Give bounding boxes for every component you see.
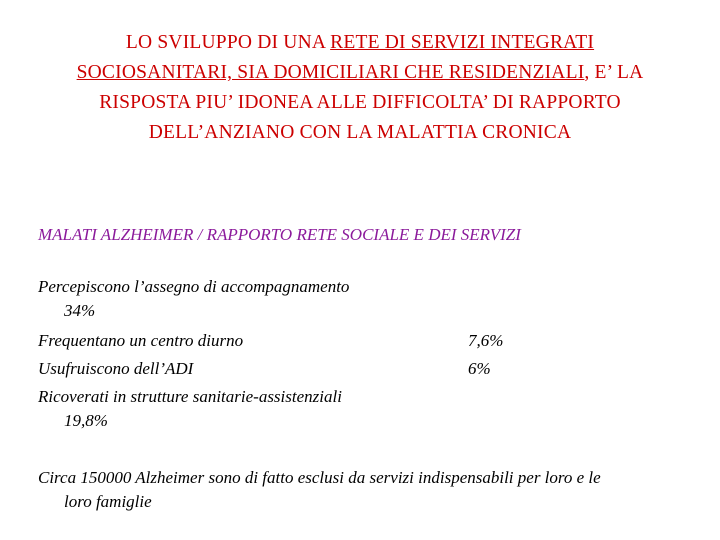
stat-item-adi — [38, 357, 491, 381]
stat-value: 7,6% — [468, 331, 504, 350]
title-part-1: LO SVILUPPO DI UNA — [125, 32, 331, 53]
stat-value: 6% — [468, 359, 491, 378]
title-underlined-network: RETE DI SERVIZI INTEGRATI — [330, 32, 595, 53]
stat-label: Frequentano un centro diurno — [38, 331, 244, 350]
stat-item-day-center — [38, 329, 504, 353]
slide-title — [60, 28, 660, 148]
stat-label: Ricoverati in strutture sanitarie-assistenziali — [38, 387, 342, 406]
stat-label: Usufruiscono dell’ADI — [38, 359, 194, 378]
stat-item-residential — [38, 385, 464, 433]
stat-value: 34% — [64, 301, 96, 320]
title-underlined-services: SOCIOSANITARI, SIA DOMICILIARI CHE RESIDENZIALI — [76, 62, 585, 83]
title-part-3: , E’ LA RISPOSTA PIU’ IDONEA ALLE DIFFICOLTA’ DI RAPPORTO DELL’ANZIANO CON LA MALATTIA CRONICA — [99, 62, 644, 143]
stat-item-allowance — [38, 275, 464, 323]
stat-label: Percepiscono l’assegno di accompagnamento — [38, 277, 350, 296]
footer-note: Circa 150000 Alzheimer sono di fatto esclusi da servizi indispensabili per loro e le loro famiglie — [38, 468, 601, 511]
section-subtitle: MALATI ALZHEIMER / RAPPORTO RETE SOCIALE E DEI SERVIZI — [38, 225, 521, 244]
stat-value: 19,8% — [64, 411, 108, 430]
